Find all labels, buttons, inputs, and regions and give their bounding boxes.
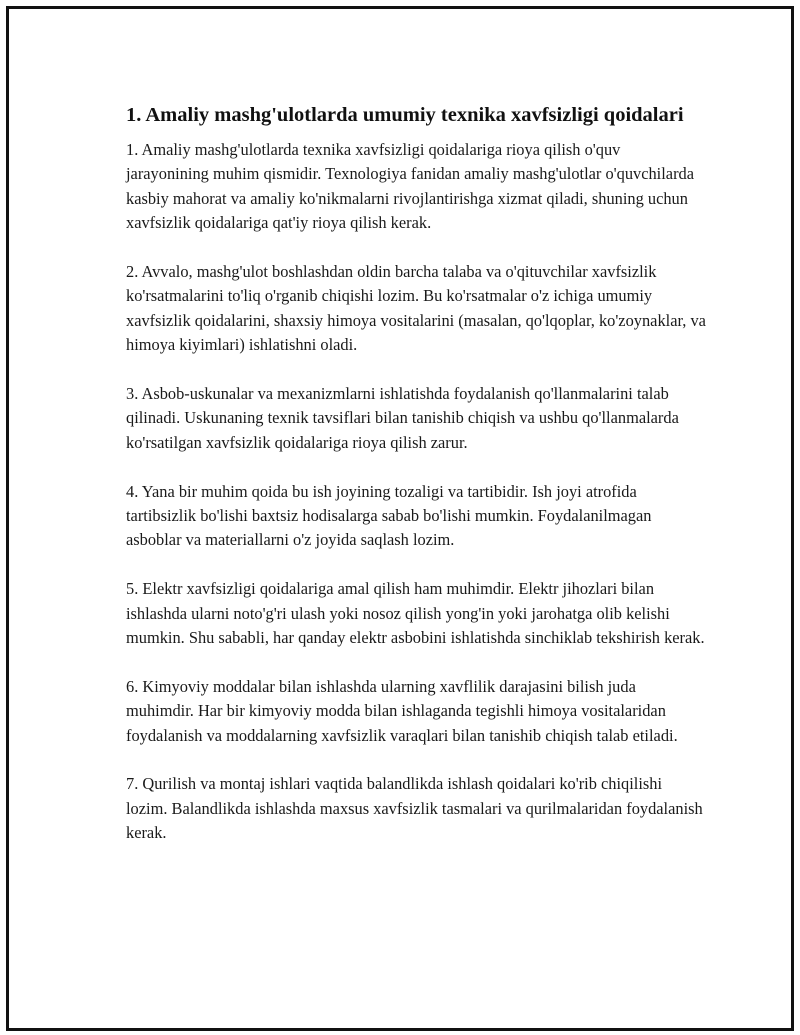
- paragraph-5: 5. Elektr xavfsizligi qoidalariga amal qilish ham muhimdir. Elektr jihozlari bilan ishlashda ularni noto'g'ri ulash yoki nosoz qilish yong'in yoki jarohatga olib kelishi mumkin. Shu sababli, har qanday elektr asbobini ishlatishda sinchiklab tekshirish kerak.: [126, 579, 705, 648]
- paragraph-2: 2. Avvalo, mashg'ulot boshlashdan oldin barcha talaba va o'qituvchilar xavfsizlik ko'rsatmalarini to'liq o'rganib chiqishi lozim. Bu ko'rsatmalar o'z ichiga umumiy xavfsizlik qoidalarini, shaxsiy himoya vositalarini (masalan, qo'lqoplar, ko'zoynaklar, va himoya kiyimlari) ishlatishni oladi.: [126, 262, 706, 355]
- paragraph-7: 7. Qurilish va montaj ishlari vaqtida balandlikda ishlash qoidalari ko'rib chiqilishi lozim. Balandlikda ishlashda maxsus xavfsizlik tasmalari va qurilmalaridan foydalanish kerak.: [126, 774, 703, 843]
- paragraph-4: 4. Yana bir muhim qoida bu ish joyining tozaligi va tartibidir. Ish joyi atrofida tartibsizlik bo'lishi baxtsiz hodisalarga sabab bo'lishi mumkin. Foydalanilmagan asboblar va materiallarni o'z joyida saqlash lozim.: [126, 481, 652, 550]
- page-border: [6, 6, 794, 1031]
- paragraph-3: 3. Asbob-uskunalar va mexanizmlarni ishlatishda foydalanish qo'llanmalarini talab qilinadi. Uskunaning texnik tavsiflari bilan tanishib chiqish va ushbu qo'llanmalarda ko'rsatilgan xavfsizlik qoidalariga rioya qilish zarur.: [126, 384, 679, 452]
- document-title: 1. Amaliy mashg'ulotlarda umumiy texnika xavfsizligi qoidalari: [126, 104, 684, 126]
- paragraph-1: 1. Amaliy mashg'ulotlarda texnika xavfsizligi qoidalariga rioya qilish o'quv jarayonining muhim qismidir. Texnologiya fanidan amaliy mashg'ulotlar o'quvchilarda kasbiy mahorat va amaliy ko'nikmalarni rivojlantirishga xizmat qiladi, shuning uchun xavfsizlik qoidalariga qat'iy rioya qilish kerak.: [126, 140, 694, 233]
- paragraph-6: 6. Kimyoviy moddalar bilan ishlashda ularning xavflilik darajasini bilish juda muhimdir. Har bir kimyoviy modda bilan ishlaganda tegishli himoya vositalaridan foydalanish va moddalarning xavfsizlik varaqlari bilan tanishib chiqish talab etiladi.: [126, 676, 678, 745]
- document-body: [126, 101, 706, 846]
